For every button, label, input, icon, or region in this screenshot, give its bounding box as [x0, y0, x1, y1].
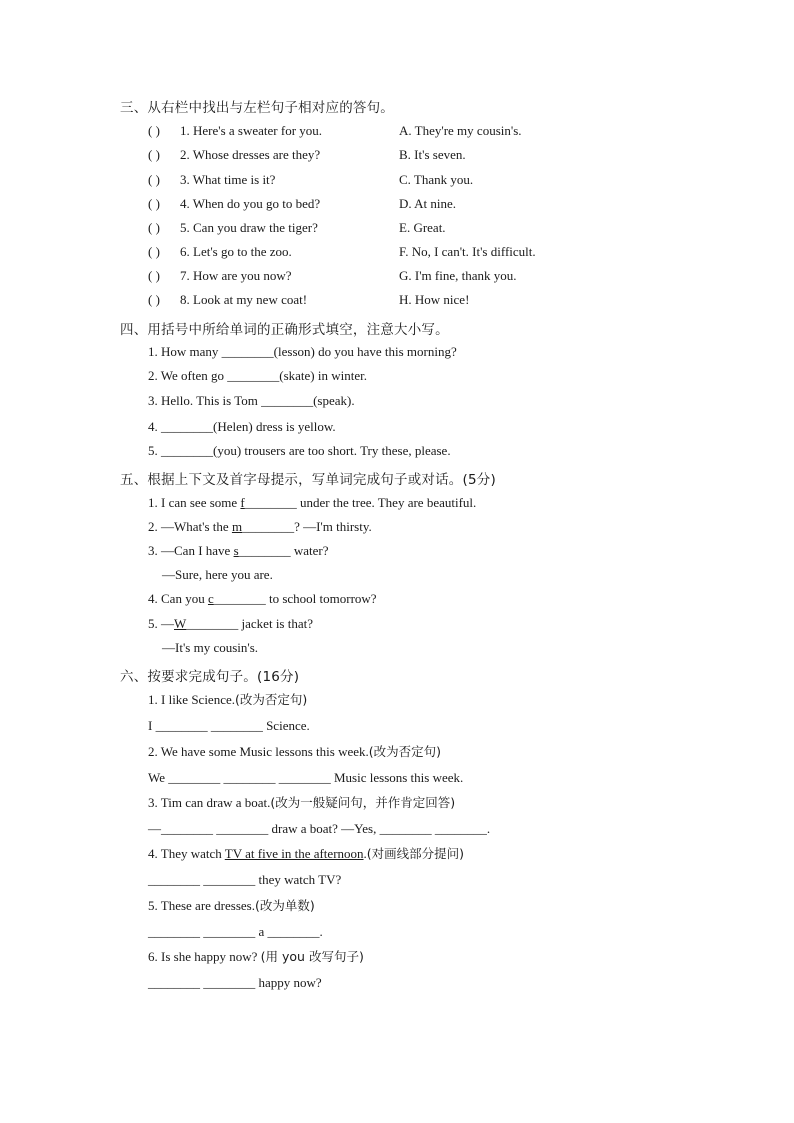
item-text: water? [290, 543, 329, 558]
dialog-reply [162, 640, 258, 656]
question-text: 2. We have some Music lessons this week. [148, 744, 369, 759]
answer-line[interactable] [148, 770, 463, 786]
initial-letter: c [207, 591, 214, 606]
match-question: 3. What time is it? [180, 172, 276, 187]
item-text: —It's my cousin's. [162, 640, 259, 655]
item-text: 3. —Can I have [148, 543, 234, 558]
match-answer: F. No, I can't. It's difficult. [399, 244, 536, 259]
answer-text: We ________ ________ ________ Music lessons this week. [148, 770, 464, 785]
fill-item [148, 543, 329, 559]
item-text: 4. Can you [148, 591, 208, 606]
underlined-phrase: TV at five in the afternoon [224, 846, 364, 861]
match-question: 6. Let's go to the zoo. [180, 244, 292, 259]
match-row [148, 123, 608, 139]
task-question [148, 795, 455, 811]
blank[interactable]: ________ [242, 519, 295, 534]
match-row [148, 244, 608, 260]
match-question: 8. Look at my new coat! [180, 292, 308, 307]
blank[interactable]: ________ [221, 344, 274, 359]
fill-item [148, 616, 313, 632]
initial-letter: m [231, 519, 243, 534]
question-text: . [363, 846, 367, 861]
item-text: to school tomorrow? [265, 591, 377, 606]
item-text: 5. [148, 443, 161, 458]
match-question: 5. Can you draw the tiger? [180, 220, 318, 235]
blank[interactable]: ________ [161, 419, 213, 434]
blank[interactable]: ________ [213, 591, 266, 606]
match-row [148, 196, 608, 212]
blank[interactable]: ________ [186, 616, 239, 631]
initial-letter: f [240, 495, 245, 510]
item-text: (skate) in winter. [279, 368, 367, 383]
question-text: 5. These are dresses. [148, 898, 255, 913]
fill-item [148, 419, 336, 435]
match-row [148, 172, 608, 188]
item-text: (lesson) do you have this morning? [273, 344, 457, 359]
question-text: 4. They watch [148, 846, 225, 861]
answer-bracket[interactable]: ( ) [148, 244, 160, 259]
blank[interactable]: ________ [227, 368, 280, 383]
answer-bracket[interactable]: ( ) [148, 220, 160, 235]
answer-bracket[interactable]: ( ) [148, 172, 160, 187]
item-text: —Sure, here you are. [162, 567, 273, 582]
instruction-note: (对画线部分提问) [366, 846, 465, 861]
item-text: ? —I'm thirsty. [294, 519, 372, 534]
match-answer: D. At nine. [399, 196, 457, 211]
item-text: (you) trousers are too short. Try these, please. [213, 443, 451, 458]
answer-bracket[interactable]: ( ) [148, 292, 160, 307]
item-text: 1. I can see some [148, 495, 241, 510]
instruction-note: (改为否定句) [235, 692, 308, 707]
answer-text: ________ ________ happy now? [148, 975, 322, 990]
answer-line[interactable] [148, 718, 310, 734]
match-row [148, 220, 608, 236]
task-question [148, 898, 315, 914]
item-text: 3. Hello. This is Tom [148, 393, 262, 408]
answer-bracket[interactable]: ( ) [148, 196, 160, 211]
item-text: 4. [148, 419, 161, 434]
item-text: 5. — [148, 616, 174, 631]
item-text: (speak). [313, 393, 355, 408]
blank[interactable]: ________ [238, 543, 291, 558]
task-question [148, 744, 441, 760]
task-question [148, 692, 307, 708]
match-question: 2. Whose dresses are they? [180, 147, 321, 162]
item-text: 2. —What's the [148, 519, 232, 534]
fill-item [148, 519, 372, 535]
fill-item [148, 495, 476, 511]
answer-text: ________ ________ they watch TV? [148, 872, 342, 887]
item-text: 2. We often go [148, 368, 228, 383]
match-question: 1. Here's a sweater for you. [180, 123, 323, 138]
blank[interactable]: ________ [261, 393, 314, 408]
dialog-reply [162, 567, 273, 583]
question-text: 3. Tim can draw a boat. [148, 795, 271, 810]
fill-item [148, 344, 457, 360]
answer-bracket[interactable]: ( ) [148, 147, 160, 162]
fill-item [148, 443, 451, 459]
item-text: (Helen) dress is yellow. [213, 419, 336, 434]
match-answer: A. They're my cousin's. [399, 123, 522, 138]
answer-text: ________ ________ a ________. [148, 924, 323, 939]
instruction-note: (用 you 改写句子) [260, 949, 364, 964]
fill-item [148, 591, 377, 607]
match-row [148, 292, 608, 308]
section4-title: 四、用括号中所给单词的正确形式填空，注意大小写。 [120, 322, 449, 338]
answer-line[interactable] [148, 975, 322, 991]
instruction-note: (改为否定句) [368, 744, 442, 759]
answer-line[interactable] [148, 821, 490, 837]
item-text: 1. How many [148, 344, 222, 359]
item-text: jacket is that? [238, 616, 313, 631]
match-answer: E. Great. [399, 220, 446, 235]
initial-letter: W [174, 616, 187, 631]
match-question: 4. When do you go to bed? [180, 196, 321, 211]
match-question: 7. How are you now? [180, 268, 292, 283]
answer-text: —________ ________ draw a boat? —Yes, ________ ________. [148, 821, 491, 836]
match-answer: G. I'm fine, thank you. [399, 268, 517, 283]
match-answer: B. It's seven. [399, 147, 466, 162]
fill-item [148, 393, 355, 409]
task-question [148, 949, 364, 965]
item-text: under the tree. They are beautiful. [296, 495, 477, 510]
blank[interactable]: ________ [244, 495, 297, 510]
match-row [148, 268, 608, 284]
match-answer: C. Thank you. [399, 172, 474, 187]
match-row [148, 147, 608, 163]
answer-text: I ________ ________ Science. [148, 718, 310, 733]
initial-letter: s [233, 543, 239, 558]
section5-title: 五、根据上下文及首字母提示，写单词完成句子或对话。(5分) [120, 472, 496, 488]
instruction-note: (改为单数) [254, 898, 315, 913]
match-answer: H. How nice! [399, 292, 470, 307]
answer-bracket[interactable]: ( ) [148, 123, 160, 138]
answer-bracket[interactable]: ( ) [148, 268, 160, 283]
fill-item [148, 368, 367, 384]
instruction-note: (改为一般疑问句，并作肯定回答) [270, 795, 456, 810]
question-text: 6. Is she happy now? [148, 949, 261, 964]
task-question [148, 846, 464, 862]
section6-title: 六、按要求完成句子。(16分) [120, 669, 300, 685]
answer-line[interactable] [148, 924, 323, 940]
answer-line[interactable] [148, 872, 341, 888]
question-text: 1. I like Science. [148, 692, 235, 707]
section3-title: 三、从右栏中找出与左栏句子相对应的答句。 [120, 100, 394, 116]
blank[interactable]: ________ [161, 443, 213, 458]
